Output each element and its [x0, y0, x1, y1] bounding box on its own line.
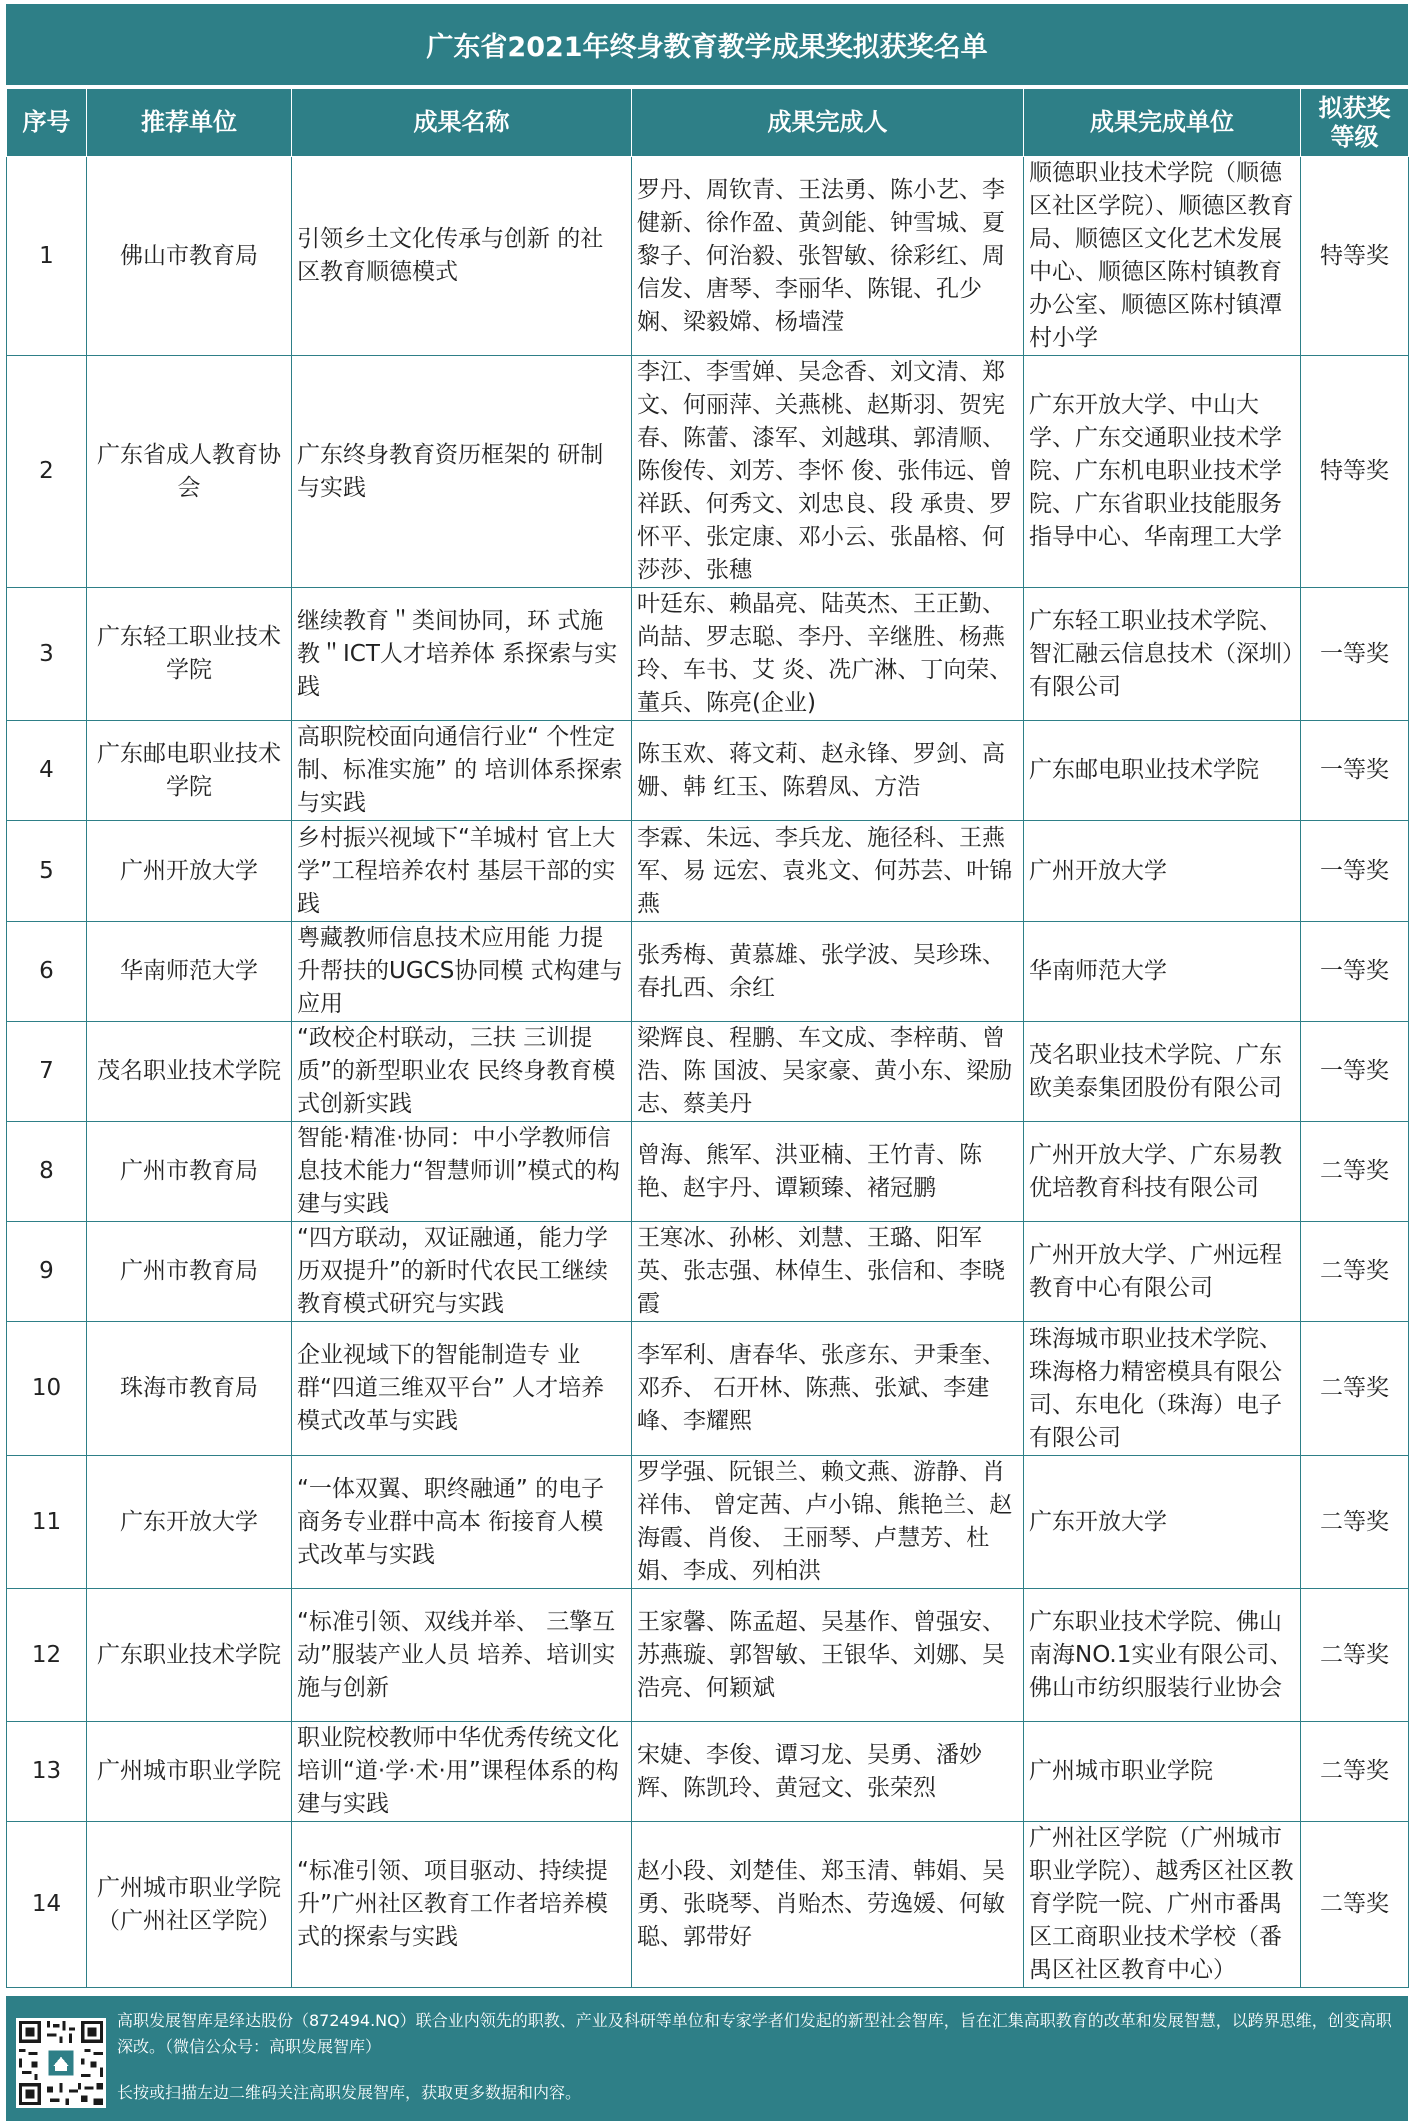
table-row	[7, 1022, 1409, 1122]
table-row	[7, 1322, 1409, 1456]
achievement-name-cell: “标准引领、双线并举、 三擎互动”服装产业人员 培养、培训实施与创新	[292, 1589, 632, 1722]
award-level-cell: 一等奖	[1301, 588, 1409, 721]
row-no-cell: 12	[7, 1589, 87, 1722]
achievement-name-cell: “政校企村联动，三扶 三训提质”的新型职业农 民终身教育模式创新实践	[292, 1022, 632, 1122]
col-header-org: 成果完成单位	[1024, 89, 1301, 157]
completing-org-cell: 珠海城市职业技术学院、珠海格力精密模具有限公司、东电化（珠海）电子有限公司	[1024, 1322, 1301, 1456]
award-level-cell: 二等奖	[1301, 1222, 1409, 1322]
achievement-name-cell: “四方联动，双证融通，能力学历双提升”的新时代农民工继续教育模式研究与实践	[292, 1222, 632, 1322]
table-row	[7, 1456, 1409, 1589]
completers-cell: 叶廷东、赖晶亮、陆英杰、王正勤、尚喆、罗志聪、李丹、辛继胜、杨燕玲、车书、艾 炎、冼广淋、丁向荣、董兵、陈亮(企业)	[632, 588, 1024, 721]
recommending-unit-cell: 广东省成人教育协会	[87, 356, 292, 588]
row-no-cell: 10	[7, 1322, 87, 1456]
recommending-unit-cell: 茂名职业技术学院	[87, 1022, 292, 1122]
completers-cell: 赵小段、刘楚佳、郑玉清、韩娟、吴勇、张晓琴、肖贻杰、劳逸媛、何敏聪、郭带好	[632, 1822, 1024, 1988]
col-header-no: 序号	[7, 89, 87, 157]
row-no-cell: 6	[7, 922, 87, 1022]
col-header-persons: 成果完成人	[632, 89, 1024, 157]
table-row	[7, 1122, 1409, 1222]
award-level-cell: 一等奖	[1301, 821, 1409, 922]
completers-cell: 王寒冰、孙彬、刘慧、王璐、阳军英、张志强、林倬生、张信和、李晓霞	[632, 1222, 1024, 1322]
completing-org-cell: 广州开放大学、广东易教优培教育科技有限公司	[1024, 1122, 1301, 1222]
row-no-cell: 7	[7, 1022, 87, 1122]
completers-cell: 李霖、朱远、李兵龙、施径科、王燕军、易 远宏、袁兆文、何苏芸、叶锦燕	[632, 821, 1024, 922]
row-no-cell: 13	[7, 1722, 87, 1822]
completing-org-cell: 茂名职业技术学院、广东欧美泰集团股份有限公司	[1024, 1022, 1301, 1122]
completing-org-cell: 广东开放大学、中山大学、广东交通职业技术学院、广东机电职业技术学院、广东省职业技能服务指导中心、华南理工大学	[1024, 356, 1301, 588]
row-no-cell: 11	[7, 1456, 87, 1589]
completing-org-cell: 广东轻工职业技术学院、智汇融云信息技术（深圳）有限公司	[1024, 588, 1301, 721]
table-row	[7, 356, 1409, 588]
completing-org-cell: 广州社区学院（广州城市职业学院）、越秀区社区教育学院一院、广州市番禺区工商职业技术学校（番禺区社区教育中心）	[1024, 1822, 1301, 1988]
completers-cell: 李军利、唐春华、张彦东、尹秉奎、邓乔、 石开林、陈燕、张斌、李建峰、李耀熙	[632, 1322, 1024, 1456]
table-row	[7, 588, 1409, 721]
footer-description: 高职发展智库是绎达股份（872494.NQ）联合业内领先的职教、产业及科研等单位和专家学者们发起的新型社会智库，旨在汇集高职教育的改革和发展智慧，以跨界思维，创变高职深改。（微信公众号：高职发展智库）	[117, 2011, 1392, 2056]
table-row	[7, 721, 1409, 821]
row-no-cell: 4	[7, 721, 87, 821]
footer-scan-text: 长按或扫描左边二维码关注高职发展智库，获取更多数据和内容。	[117, 2083, 582, 2102]
completing-org-cell: 顺德职业技术学院（顺德区社区学院）、顺德区教育局、顺德区文化艺术发展中心、顺德区陈村镇教育办公室、顺德区陈村镇潭村小学	[1024, 157, 1301, 356]
table-row	[7, 1822, 1409, 1988]
recommending-unit-cell: 珠海市教育局	[87, 1322, 292, 1456]
completing-org-cell: 广州开放大学、广州远程教育中心有限公司	[1024, 1222, 1301, 1322]
row-no-cell: 1	[7, 157, 87, 356]
recommending-unit-cell: 广东开放大学	[87, 1456, 292, 1589]
completing-org-cell: 华南师范大学	[1024, 922, 1301, 1022]
completers-cell: 梁辉良、程鹏、车文成、李梓萌、曾浩、陈 国波、吴家豪、黄小东、梁励志、蔡美丹	[632, 1022, 1024, 1122]
achievement-name-cell: 乡村振兴视域下“羊城村 官上大学”工程培养农村 基层干部的实践	[292, 821, 632, 922]
completing-org-cell: 广东职业技术学院、佛山南海NO.1实业有限公司、佛山市纺织服装行业协会	[1024, 1589, 1301, 1722]
row-no-cell: 2	[7, 356, 87, 588]
recommending-unit-cell: 佛山市教育局	[87, 157, 292, 356]
achievement-name-cell: 职业院校教师中华优秀传统文化培训“道·学·术·用”课程体系的构建与实践	[292, 1722, 632, 1822]
award-table	[6, 88, 1409, 1988]
recommending-unit-cell: 广州城市职业学院（广州社区学院）	[87, 1822, 292, 1988]
row-no-cell: 14	[7, 1822, 87, 1988]
recommending-unit-cell: 华南师范大学	[87, 922, 292, 1022]
completers-cell: 李江、李雪婵、吴念香、刘文清、郑文、何丽萍、关燕桃、赵斯羽、贺宪春、陈蕾、漆军、刘越琪、郭清顺、陈俊传、刘芳、李怀 俊、张伟远、曾祥跃、何秀文、刘忠良、段 承贵、罗怀平、张定康、邓小云、张晶榕、何莎莎、张穗	[632, 356, 1024, 588]
completers-cell: 王家馨、陈孟超、吴基作、曾强安、苏燕璇、郭智敏、王银华、刘娜、吴浩亮、何颖斌	[632, 1589, 1024, 1722]
completing-org-cell: 广州城市职业学院	[1024, 1722, 1301, 1822]
table-row	[7, 157, 1409, 356]
award-level-cell: 二等奖	[1301, 1456, 1409, 1589]
award-level-cell: 二等奖	[1301, 1722, 1409, 1822]
completers-cell: 张秀梅、黄慕雄、张学波、吴珍珠、春扎西、余红	[632, 922, 1024, 1022]
col-header-unit: 推荐单位	[87, 89, 292, 157]
achievement-name-cell: 粤藏教师信息技术应用能 力提升帮扶的UGCS协同模 式构建与应用	[292, 922, 632, 1022]
award-level-cell: 一等奖	[1301, 721, 1409, 821]
achievement-name-cell: 引领乡土文化传承与创新 的社区教育顺德模式	[292, 157, 632, 356]
page-title: 广东省2021年终身教育教学成果奖拟获奖名单	[6, 4, 1408, 85]
achievement-name-cell: 企业视域下的智能制造专 业群“四道三维双平台” 人才培养模式改革与实践	[292, 1322, 632, 1456]
award-level-cell: 二等奖	[1301, 1122, 1409, 1222]
table-row	[7, 922, 1409, 1022]
table-header-row	[7, 89, 1409, 157]
table-row	[7, 1589, 1409, 1722]
achievement-name-cell: 智能·精准·协同：中小学教师信息技术能力“智慧师训”模式的构建与实践	[292, 1122, 632, 1222]
completers-cell: 曾海、熊军、洪亚楠、王竹青、陈艳、赵宇丹、谭颖臻、褚冠鹏	[632, 1122, 1024, 1222]
award-level-cell: 二等奖	[1301, 1822, 1409, 1988]
col-header-name: 成果名称	[292, 89, 632, 157]
row-no-cell: 8	[7, 1122, 87, 1222]
award-level-cell: 特等奖	[1301, 356, 1409, 588]
completing-org-cell: 广东开放大学	[1024, 1456, 1301, 1589]
footer	[6, 1996, 1408, 2121]
qr-code-icon	[16, 2018, 106, 2108]
table-row	[7, 1222, 1409, 1322]
completers-cell: 宋婕、李俊、谭习龙、吴勇、潘妙辉、陈凯玲、黄冠文、张荣烈	[632, 1722, 1024, 1822]
table-row	[7, 821, 1409, 922]
completing-org-cell: 广州开放大学	[1024, 821, 1301, 922]
row-no-cell: 3	[7, 588, 87, 721]
award-level-cell: 一等奖	[1301, 1022, 1409, 1122]
recommending-unit-cell: 广州市教育局	[87, 1122, 292, 1222]
recommending-unit-cell: 广州城市职业学院	[87, 1722, 292, 1822]
table-row	[7, 1722, 1409, 1822]
award-level-cell: 二等奖	[1301, 1322, 1409, 1456]
completing-org-cell: 广东邮电职业技术学院	[1024, 721, 1301, 821]
achievement-name-cell: 高职院校面向通信行业“ 个性定制、标准实施” 的 培训体系探索与实践	[292, 721, 632, 821]
recommending-unit-cell: 广州市教育局	[87, 1222, 292, 1322]
achievement-name-cell: 继续教育＂类间协同，环 式施教＂ICT人才培养体 系探索与实践	[292, 588, 632, 721]
award-level-cell: 特等奖	[1301, 157, 1409, 356]
recommending-unit-cell: 广东轻工职业技术学院	[87, 588, 292, 721]
col-header-level: 拟获奖 等级	[1301, 89, 1409, 157]
row-no-cell: 5	[7, 821, 87, 922]
award-level-cell: 二等奖	[1301, 1589, 1409, 1722]
award-level-cell: 一等奖	[1301, 922, 1409, 1022]
achievement-name-cell: “标准引领、项目驱动、持续提升”广州社区教育工作者培养模式的探索与实践	[292, 1822, 632, 1988]
completers-cell: 罗丹、周钦青、王法勇、陈小艺、李健新、徐作盈、黄剑能、钟雪城、夏黎子、何治毅、张智敏、徐彩红、周信发、唐琴、李丽华、陈锟、孔少娴、梁毅嫦、杨墙滢	[632, 157, 1024, 356]
recommending-unit-cell: 广东职业技术学院	[87, 1589, 292, 1722]
completers-cell: 陈玉欢、蒋文莉、赵永锋、罗剑、高姗、韩 红玉、陈碧凤、方浩	[632, 721, 1024, 821]
recommending-unit-cell: 广东邮电职业技术学院	[87, 721, 292, 821]
row-no-cell: 9	[7, 1222, 87, 1322]
achievement-name-cell: “一体双翼、职终融通” 的电子商务专业群中高本 衔接育人模式改革与实践	[292, 1456, 632, 1589]
achievement-name-cell: 广东终身教育资历框架的 研制与实践	[292, 356, 632, 588]
completers-cell: 罗学强、阮银兰、赖文燕、游静、肖祥伟、 曾定茜、卢小锦、熊艳兰、赵海霞、肖俊、 王丽琴、卢慧芳、杜娟、李成、列柏洪	[632, 1456, 1024, 1589]
recommending-unit-cell: 广州开放大学	[87, 821, 292, 922]
